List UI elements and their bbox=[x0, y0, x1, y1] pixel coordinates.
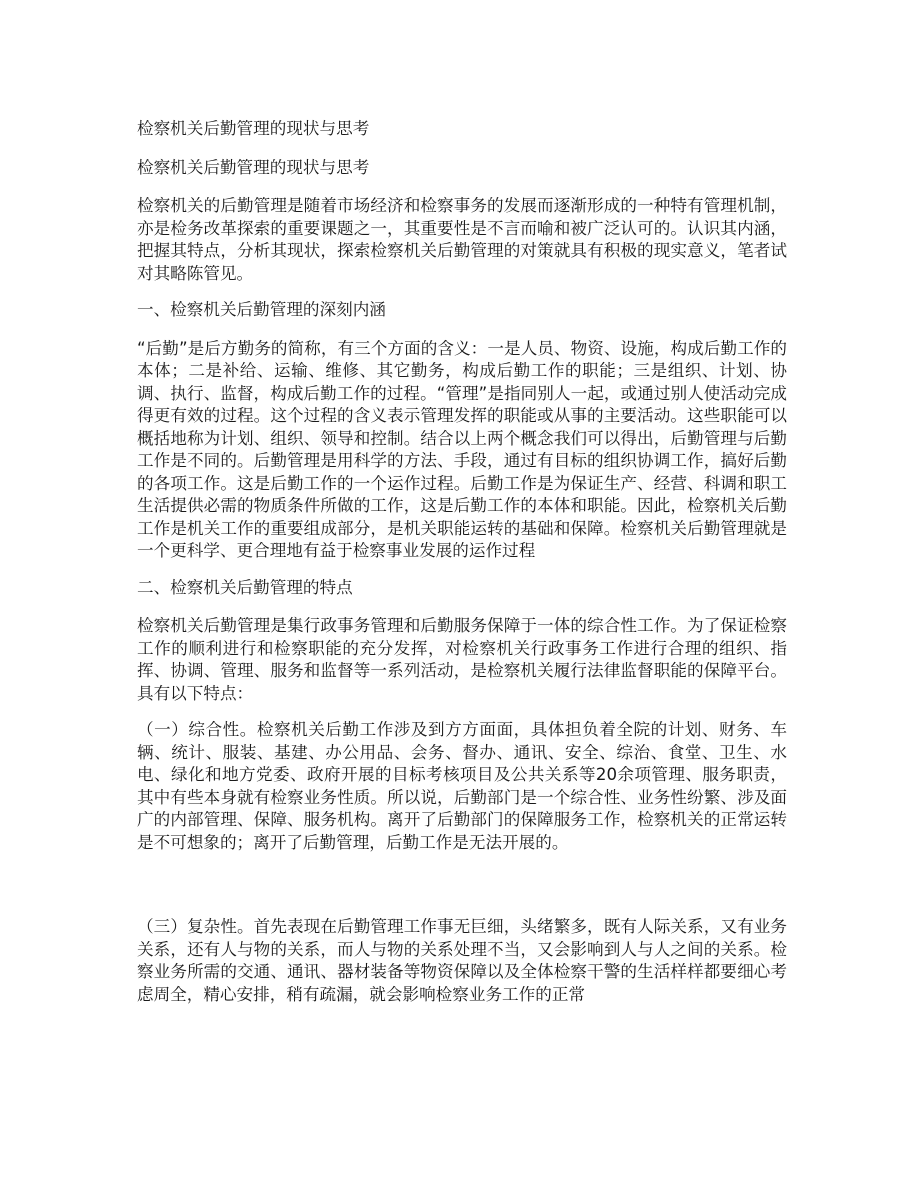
intro-paragraph: 检察机关的后勤管理是随着市场经济和检察事务的发展而逐渐形成的一种特有管理机制，亦是检务改革探索的重要课题之一，其重要性是不言而喻和被广泛认可的。认识其内涵，把握其特点，分析其现状，探索检察机关后勤管理的对策就具有积极的现实意义，笔者试对其略陈管见。 bbox=[137, 196, 787, 283]
document-page bbox=[137, 118, 787, 1020]
section2-paragraph: 检察机关后勤管理是集行政事务管理和后勤服务保障于一体的综合性工作。为了保证检察工作的顺利进行和检察职能的充分发挥，对检察机关行政事务工作进行合理的组织、指挥、协调、管理、服务和监督等一系列活动，是检察机关履行法律监督职能的保障平台。具有以下特点： bbox=[137, 616, 787, 703]
section2-heading: 二、检察机关后勤管理的特点 bbox=[137, 577, 353, 597]
document-subtitle: 检察机关后勤管理的现状与思考 bbox=[137, 157, 370, 177]
paragraph-gap bbox=[137, 868, 787, 916]
section1-heading: 一、检察机关后勤管理的深刻内涵 bbox=[137, 300, 386, 319]
section1-paragraph: “后勤”是后方勤务的简称，有三个方面的含义：一是人员、物资、设施，构成后勤工作的本体；二是补给、运输、维修、其它勤务，构成后勤工作的职能；三是组织、计划、协调、执行、监督，构成后勤工作的过程。“管理”是指同别人一起，或通过别人使活动完成得更有效的过程。这个过程的含义表示管理发挥的职能或从事的主要活动。这些职能可以概括地称为计划、组织、领导和控制。结合以上两个概念我们可以得出，后勤管理与后勤工作是不同的。后勤管理是用科学的方法、手段，通过有目标的组织协调工作，搞好后勤的各项工作。这是后勤工作的一个运作过程。后勤工作是为保证生产、经营、科调和职工生活提供必需的物质条件所做的工作，这是后勤工作的本体和职能。因此，检察机关后勤工作是机关工作的重要组成部分，是机关职能运转的基础和保障。检察机关后勤管理就是一个更科学、更合理地有益于检察事业发展的运作过程 bbox=[137, 338, 787, 560]
point3-paragraph: （三）复杂性。首先表现在后勤管理工作事无巨细，头绪繁多，既有人际关系，又有业务关系，还有人与物的关系，而人与物的关系处理不当，又会影响到人与人之间的关系。检察业务所需的交通、通讯、器材装备等物资保障以及全体检察干警的生活样样都要细心考虑周全，精心安排，稍有疏漏，就会影响检察业务工作的正常 bbox=[137, 917, 787, 1004]
point1-paragraph: （一）综合性。检察机关后勤工作涉及到方方面面，具体担负着全院的计划、财务、车辆、统计、服装、基建、办公用品、会务、督办、通讯、安全、综治、食堂、卫生、水电、绿化和地方党委、政府开展的目标考核项目及公共关系等20余项管理、服务职责，其中有些本身就有检察业务性质。所以说，后勤部门是一个综合性、业务性纷繁、涉及面广的内部管理、保障、服务机构。离开了后勤部门的保障服务工作，检察机关的正常运转是不可想象的；离开了后勤管理，后勤工作是无法开展的。 bbox=[137, 720, 787, 852]
document-title: 检察机关后勤管理的现状与思考 bbox=[137, 119, 370, 138]
